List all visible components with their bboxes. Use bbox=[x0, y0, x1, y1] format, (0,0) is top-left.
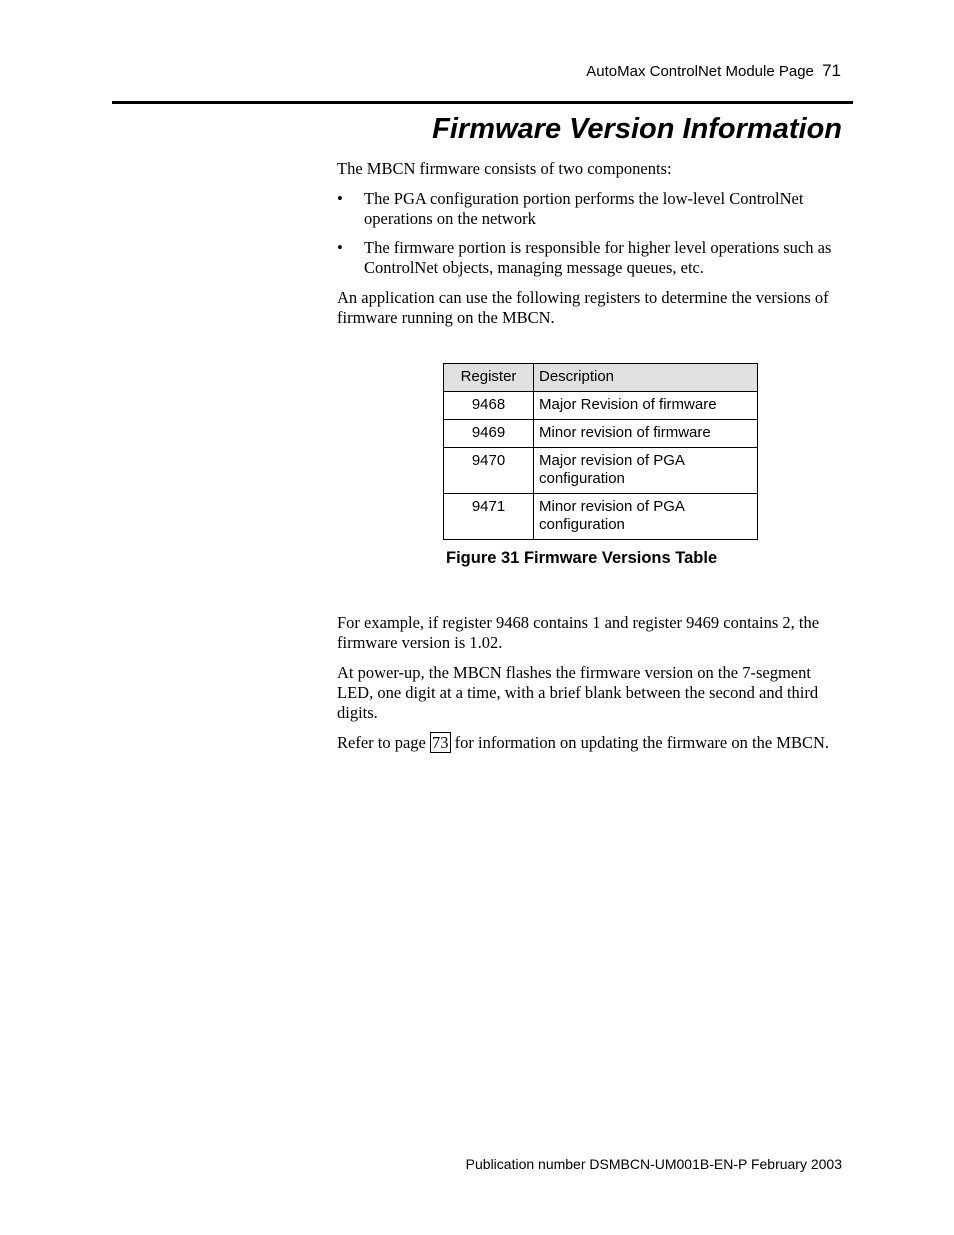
bullet-icon: • bbox=[337, 189, 343, 208]
header-rule bbox=[112, 101, 853, 104]
table-row bbox=[444, 448, 758, 494]
refer-text-before: Refer to page bbox=[337, 733, 430, 752]
running-header bbox=[586, 61, 841, 81]
registers-intro-paragraph: An application can use the following registers to determine the versions of firmware running on the MBCN. bbox=[337, 288, 829, 327]
register-cell: 9469 bbox=[444, 420, 534, 448]
description-cell: Major revision of PGA configuration bbox=[534, 448, 758, 494]
body-text-top bbox=[337, 159, 847, 338]
description-cell: Minor revision of PGA configuration bbox=[534, 494, 758, 540]
powerup-paragraph: At power-up, the MBCN flashes the firmware version on the 7-segment LED, one digit at a time, with a brief blank between the second and third digits. bbox=[337, 663, 819, 722]
intro-paragraph: The MBCN firmware consists of two components: bbox=[337, 159, 672, 178]
example-paragraph: For example, if register 9468 contains 1 and register 9469 contains 2, the firmware version is 1.02. bbox=[337, 613, 820, 652]
firmware-versions-table bbox=[443, 363, 758, 540]
register-cell: 9468 bbox=[444, 392, 534, 420]
component-list bbox=[337, 189, 847, 278]
list-item-text: The PGA configuration portion performs the low-level ControlNet operations on the network bbox=[364, 189, 804, 228]
register-cell: 9471 bbox=[444, 494, 534, 540]
table-row bbox=[444, 494, 758, 540]
list-item bbox=[337, 189, 847, 229]
page-label: Page bbox=[778, 63, 814, 80]
table-row bbox=[444, 420, 758, 448]
description-cell: Minor revision of firmware bbox=[534, 420, 758, 448]
publication-footer: Publication number DSMBCN-UM001B-EN-P February 2003 bbox=[465, 1156, 842, 1172]
column-header-description: Description bbox=[534, 364, 758, 392]
page-number: 71 bbox=[822, 61, 841, 80]
section-title: Firmware Version Information bbox=[432, 113, 842, 145]
column-header-register: Register bbox=[444, 364, 534, 392]
bullet-icon: • bbox=[337, 238, 343, 257]
register-cell: 9470 bbox=[444, 448, 534, 494]
refer-paragraph bbox=[337, 733, 847, 753]
body-text-bottom bbox=[337, 613, 847, 763]
list-item-text: The firmware portion is responsible for higher level operations such as ControlNet objects, managing message queues, etc. bbox=[364, 238, 832, 277]
page-reference-link[interactable]: 73 bbox=[432, 733, 449, 752]
figure-caption: Figure 31 Firmware Versions Table bbox=[446, 549, 718, 567]
list-item bbox=[337, 238, 847, 278]
running-title: AutoMax ControlNet Module bbox=[586, 63, 775, 80]
table-header-row bbox=[444, 364, 758, 392]
table-row bbox=[444, 392, 758, 420]
refer-text-after: for information on updating the firmware on the MBCN. bbox=[450, 733, 830, 752]
description-cell: Major Revision of firmware bbox=[534, 392, 758, 420]
